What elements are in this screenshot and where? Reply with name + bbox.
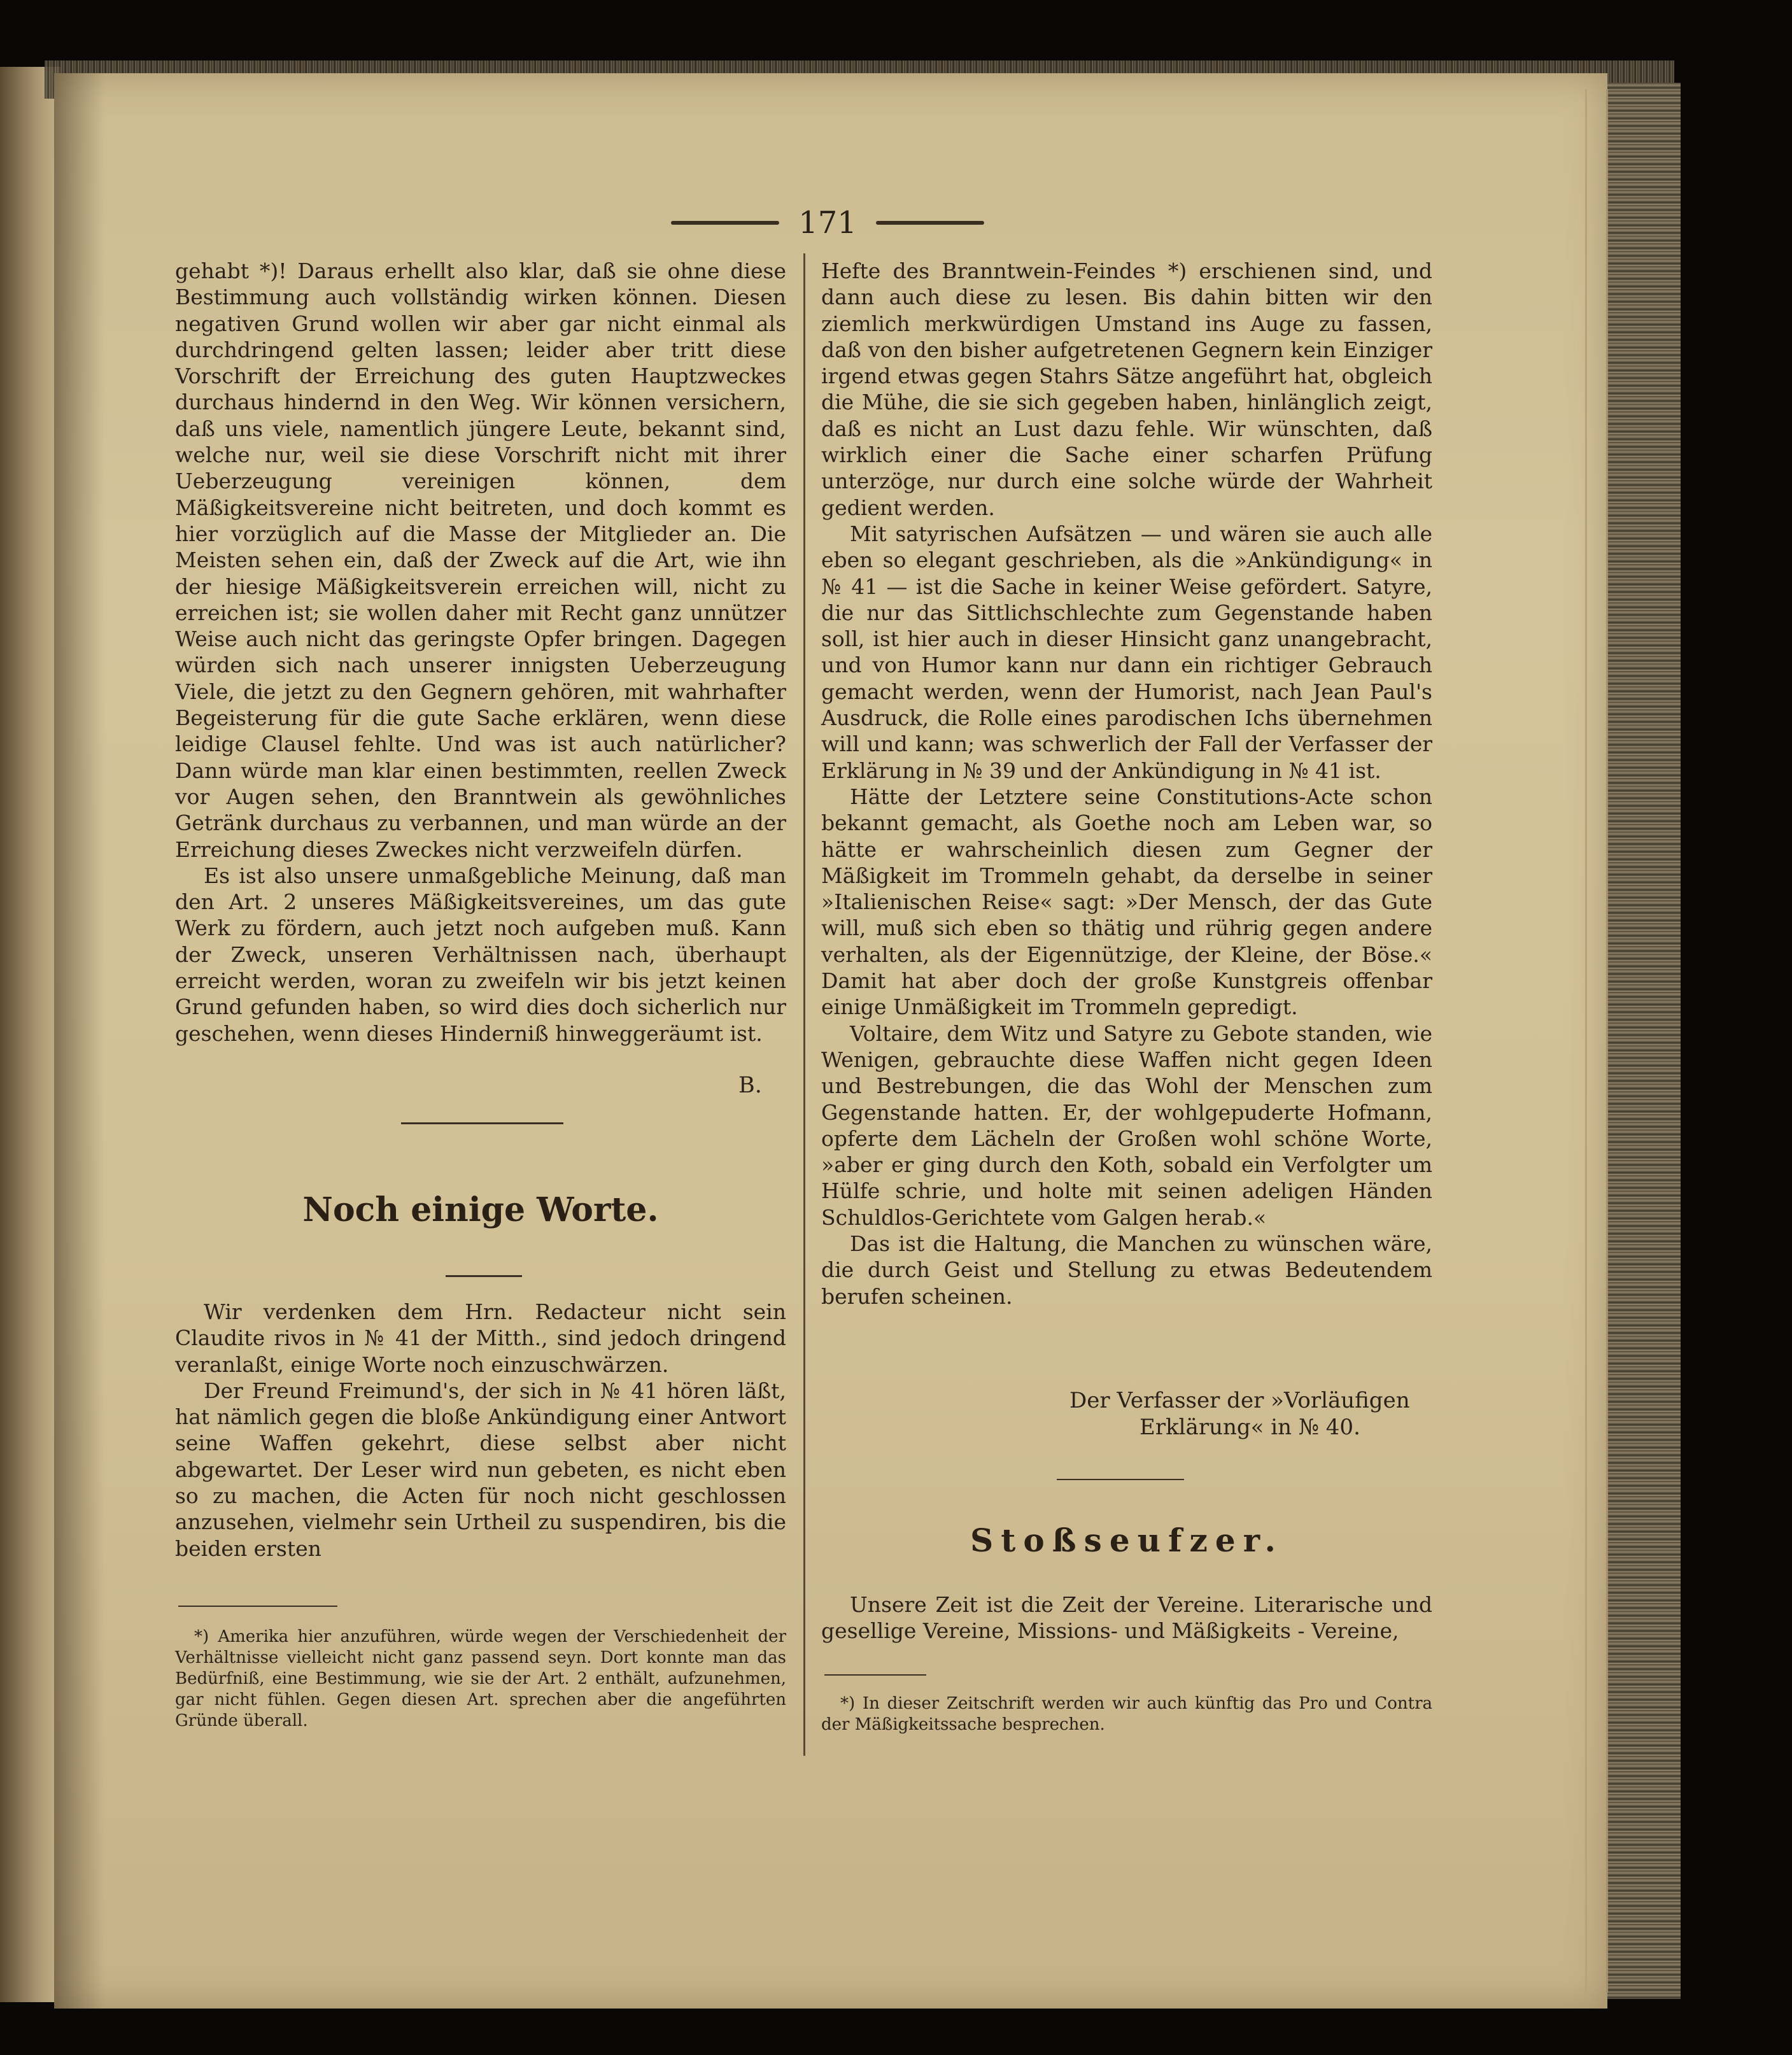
paragraph: Hätte der Letztere seine Constitutions-Acte schon bekannt gemacht, als Goethe noch am Leben war, so hätte er wahrscheinlich diesen zum Gegner der Mäßigkeit im Trommeln gehabt, da derselbe in seiner »Italienischen Reise« sagt: »Der Mensch, der das Gute will, muß sich eben so thätig und rührig gegen andere verhalten, als der Eigennützige, der Kleine, der Böse.« Damit hat aber doch der große Kunstgreis offenbar einige Unmäßigkeit im Trommeln gepredigt. <box>821 784 1432 1020</box>
signature-line-1: Der Verfasser der »Vorläufigen <box>1069 1388 1410 1413</box>
footnote-text: *) In dieser Zeitschrift werden wir auch künftig das Pro und Contra der Mäßigkeitssache besprechen. <box>821 1694 1432 1734</box>
paragraph: Mit satyrischen Aufsätzen — und wären sie auch alle eben so elegant geschrieben, als die »Ankündigung« in № 41 — ist die Sache in keiner Weise gefördert. Satyre, die nur das Sittlichschlechte zum Gegenstande haben soll, ist hier auch in dieser Hinsicht ganz unangebracht, und von Humor kann nur dann ein richtiger Gebrauch gemacht werden, wenn der Humorist, nach Jean Paul's Ausdruck, die Rolle eines parodischen Ichs übernehmen will und kann; was schwerlich der Fall der Verfasser der Erklärung in № 39 und der Ankündigung in № 41 ist. <box>821 521 1432 783</box>
section-title-noch-einige-worte: Noch einige Worte. <box>302 1190 659 1229</box>
page-header <box>637 204 1019 242</box>
footnote-rule <box>824 1674 926 1676</box>
left-column-second-article <box>175 1299 786 1562</box>
paragraph: Das ist die Haltung, die Manchen zu wünschen wäre, die durch Geist und Stellung zu etwas Bedeutendem berufen scheinen. <box>821 1231 1432 1309</box>
footnote-right <box>821 1693 1432 1735</box>
article-signoff: B. <box>738 1073 762 1098</box>
paragraph: Hefte des Branntwein-Feindes *) erschienen sind, und dann auch diese zu lesen. Bis dahin bitten wir den ziemlich merkwürdigen Umstand ins Auge zu fassen, daß von den bisher aufgetretenen Gegnern kein Einziger irgend etwas gegen Stahrs Sätze angeführt hat, obgleich die Mühe, die sie sich gegeben haben, hinlänglich zeigt, daß es nicht an Lust dazu fehle. Wir wünschten, daß wirklich einer die Sache einer scharfen Prüfung unterzöge, nur durch eine solche würde der Wahrheit gedient werden. <box>821 258 1432 520</box>
section-title-stossseufzer: Stoßseufzer. <box>970 1522 1283 1559</box>
spine-shadow <box>54 73 105 2009</box>
paragraph: gehabt *)! Daraus erhellt also klar, daß sie ohne diese Bestimmung auch vollständig wirken können. Diesen negativen Grund wollen wir aber gar nicht einmal als durchdringend gelten lassen; leider aber tritt diese Vorschrift der Erreichung des guten Hauptzweckes durchaus hindernd in den Weg. Wir können versichern, daß uns viele, namentlich jüngere Leute, bekannt sind, welche nur, weil sie diese Vorschrift nicht mit ihrer Ueberzeugung vereinigen können, dem Mäßigkeitsvereine nicht beitreten, und doch kommt es hier vorzüglich auf die Masse der Mitglieder an. Die Meisten sehen ein, daß der Zweck auf die Art, wie ihn der hiesige Mäßigkeitsverein erreichen will, nicht zu erreichen ist; sie wollen daher mit Recht ganz unnützer Weise auch nicht das geringste Opfer bringen. Dagegen würden sich nach unserer innigsten Ueberzeugung Viele, die jetzt zu den Gegnern gehören, mit wahrhafter Begeisterung für die gute Sache erklären, wenn diese leidige Clausel fehlte. Und was ist auch natürlicher? Dann würde man klar einen bestimmten, reellen Zweck vor Augen sehen, den Branntwein als gewöhnliches Getränk durchaus zu verbannen, und man würde an der Erreichung dieses Zweckes nicht verzweifeln dürfen. <box>175 258 786 862</box>
paragraph: Unsere Zeit ist die Zeit der Vereine. Literarische und gesellige Vereine, Missions- und Mäßigkeits - Vereine, <box>821 1592 1432 1644</box>
paragraph: Es ist also unsere unmaßgebliche Meinung, daß man den Art. 2 unseres Mäßigkeitsvereines, um das gute Werk zu fördern, auch jetzt noch aufgeben muß. Kann der Zweck, unseren Verhältnissen nach, überhaupt erreicht werden, woran zu zweifeln wir bis jetzt keinen Grund gefunden haben, so wird dies doch sicherlich nur geschehen, wenn dieses Hinderniß hinweggeräumt ist. <box>175 863 786 1046</box>
header-ornament-right <box>876 221 984 225</box>
paragraph: Voltaire, dem Witz und Satyre zu Gebote standen, wie Wenigen, gebrauchte diese Waffen nicht gegen Ideen und Bestrebungen, die das Wohl der Menschen zum Gegenstande hatten. Er, der wohlgepuderte Hofmann, opferte dem Lächeln der Großen wohl schöne Worte, »aber er ging durch den Koth, sobald ein Verfolgter um Hülfe schrie, und holte mit seinen adeligen Händen Schuldlos-Gerichtete vom Galgen herab.« <box>821 1020 1432 1230</box>
page-number: 171 <box>798 205 857 241</box>
left-column-article <box>175 258 786 1047</box>
header-ornament-left <box>671 221 779 225</box>
paragraph: Der Freund Freimund's, der sich in № 41 hören läßt, hat nämlich gegen die bloße Ankündigung einer Antwort seine Waffen gekehrt, diese selbst aber nicht abgewartet. Der Leser wird nun gebeten, es nicht eben so zu machen, die Acten für noch nicht geschlossen anzusehen, vielmehr sein Urtheil zu suspendiren, bis die beiden ersten <box>175 1378 786 1561</box>
column-divider <box>803 253 805 1756</box>
right-column-article <box>821 258 1432 1310</box>
title-underline <box>446 1275 522 1277</box>
footnote-text: *) Amerika hier anzuführen, würde wegen der Verschiedenheit der Verhältnisse vielleicht nicht ganz passend seyn. Dort konnte man das Bedürfniß, eine Bestimmung, wie sie der Art. 2 enthält, aufzunehmen, gar nicht fühlen. Gegen diesen Art. sprechen aber die angeführten Gründe überall. <box>175 1627 786 1730</box>
right-column-second-article <box>821 1592 1432 1644</box>
footnote-rule <box>178 1606 337 1607</box>
paragraph: Wir verdenken dem Hrn. Redacteur nicht sein Claudite rivos in № 41 der Mitth., sind jedoch dringend veranlaßt, einige Worte noch einzuschwärzen. <box>175 1299 786 1377</box>
signature-line-2: Erklärung« in № 40. <box>1139 1415 1360 1440</box>
page-edge-lines <box>1585 89 1608 1993</box>
separator-rule <box>1057 1479 1184 1480</box>
previous-page-edge <box>0 67 60 2002</box>
separator-rule <box>401 1122 563 1124</box>
footnote-left <box>175 1627 786 1732</box>
